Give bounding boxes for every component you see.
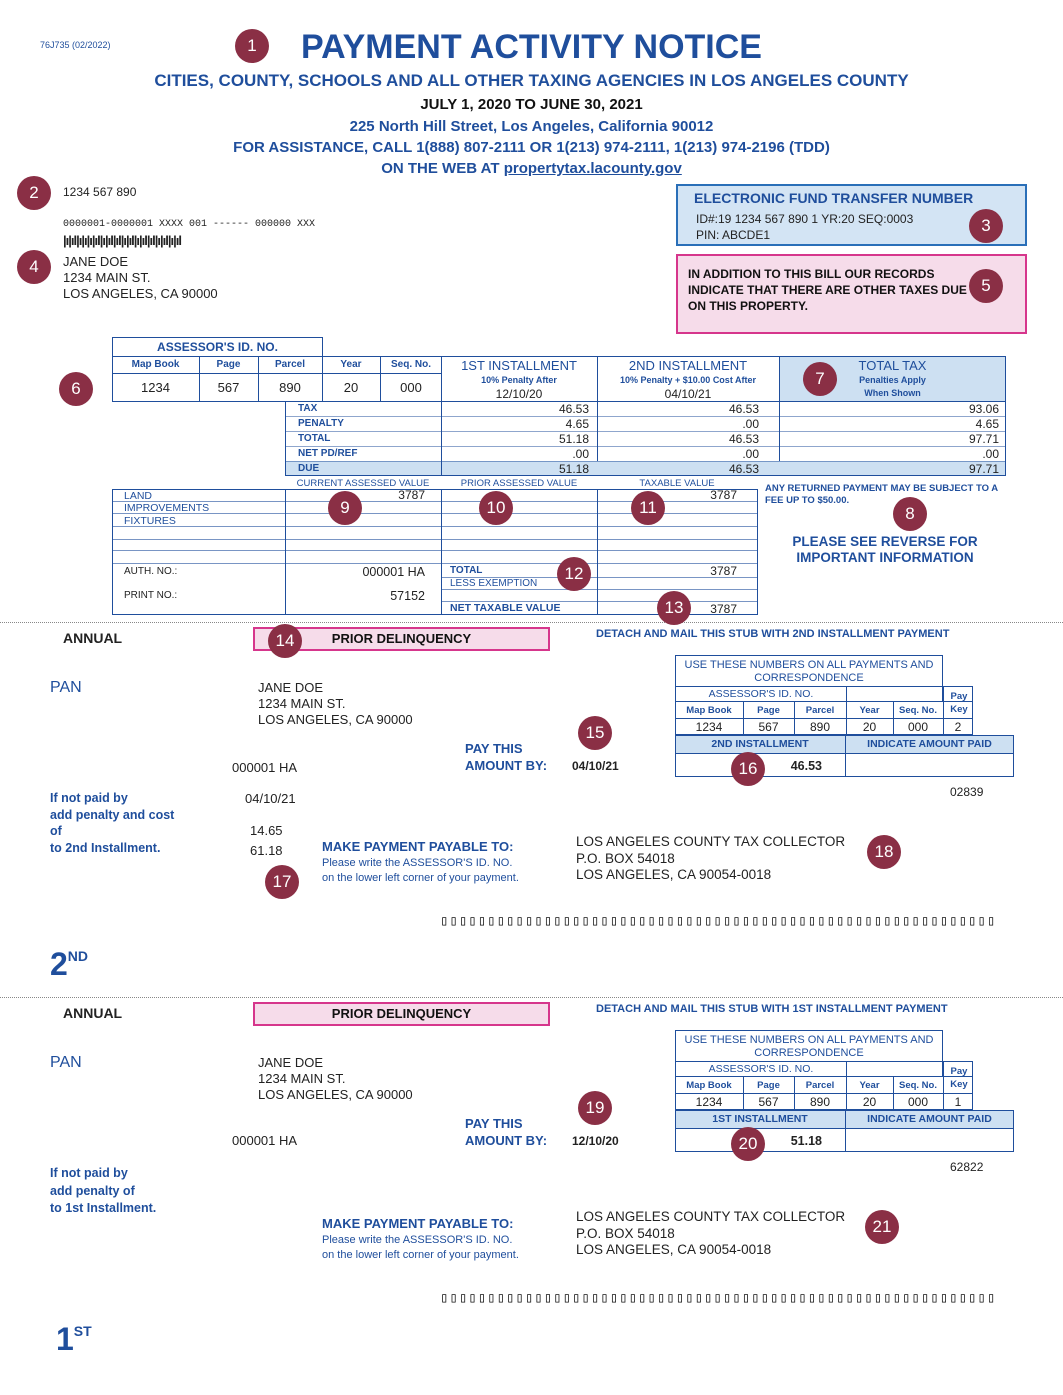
stub2-scanline: ▯▯▯▯▯▯▯▯▯▯▯▯▯▯▯▯▯▯▯▯▯▯▯▯▯▯▯▯▯▯▯▯▯▯▯▯▯▯▯▯▯▯▯▯▯▯▯▯▯▯▯▯▯▯▯▯▯▯▯ — [440, 913, 997, 929]
print-value: 57152 — [390, 589, 425, 603]
owner-name: JANE DOE — [63, 254, 129, 269]
total-tax-note2: When Shown — [864, 388, 921, 398]
stub2-collector-city: LOS ANGELES, CA 90054-0018 — [576, 867, 772, 882]
callout-badge-12: 12 — [557, 557, 591, 591]
assessor-header-parcel: Parcel — [274, 359, 306, 370]
stub1-parcel: 890 — [809, 1095, 831, 1109]
stub2-use-numbers: USE THESE NUMBERS ON ALL PAYMENTS AND CORRESPONDENCE — [684, 659, 934, 684]
stub1-assessor-title-box — [675, 1061, 943, 1077]
stub2-np-line4: to 2nd Installment. — [50, 840, 161, 855]
stub2-np-penalty: 14.65 — [250, 823, 283, 838]
assessor-header-page: Page — [216, 359, 241, 370]
stub2-page: 567 — [758, 720, 779, 734]
callout-badge-6: 6 — [59, 372, 93, 406]
stub2-annual: ANNUAL — [63, 630, 123, 646]
stub1-h-paykey: Pay Key — [950, 1066, 968, 1090]
second-installment-date: 04/10/21 — [664, 387, 712, 401]
due-row-first: 51.18 — [558, 462, 589, 476]
callout-badge-16: 16 — [731, 752, 765, 786]
stub1-np-line3: to 1st Installment. — [50, 1201, 157, 1215]
land-current-value: 3787 — [398, 488, 425, 502]
owner-street: 1234 MAIN ST. — [63, 270, 151, 285]
tax-row-second: 46.53 — [728, 402, 759, 416]
stub1-auth: 000001 HA — [232, 1133, 298, 1148]
tear-line-2nd — [0, 622, 1063, 623]
tax-row-label: TAX — [298, 403, 318, 414]
stub1-collector-box: P.O. BOX 54018 — [576, 1225, 675, 1241]
current-assessed-header: CURRENT ASSESSED VALUE — [296, 478, 430, 489]
stub1-payable-note2: on the lower left corner of your payment. — [322, 1249, 519, 1261]
stub2-amount-paid-field[interactable] — [846, 754, 1013, 776]
penalty-row-second: .00 — [742, 417, 759, 431]
callout-badge-5: 5 — [969, 269, 1003, 303]
eft-id: ID#:19 1234 567 890 1 YR:20 SEQ:0003 — [696, 212, 914, 226]
assessor-header-mapbook: Map Book — [131, 359, 180, 370]
stub1-seq: 000 — [907, 1095, 929, 1109]
land-label: LAND — [124, 490, 153, 502]
stub1-if-not-paid — [50, 1165, 156, 1218]
web-link[interactable]: propertytax.lacounty.gov — [503, 160, 682, 177]
stub2-assessor-title-box — [675, 686, 943, 702]
stub2-np-line3: of — [50, 824, 62, 838]
stub2-np-date: 04/10/21 — [245, 791, 296, 806]
stub2-auth: 000001 HA — [232, 760, 298, 775]
header-address: 225 North Hill Street, Los Angeles, California 90012 — [349, 118, 714, 135]
auth-value: 000001 HA — [362, 565, 425, 579]
stub1-inst-label: 1ST INSTALLMENT — [712, 1113, 808, 1125]
total-value: 3787 — [710, 564, 737, 578]
stub2-np-line1: If not paid by — [50, 791, 128, 805]
header-period: JULY 1, 2020 TO JUNE 30, 2021 — [420, 96, 643, 113]
assessor-header-year: Year — [340, 359, 362, 370]
assessor-parcel: 890 — [279, 380, 301, 395]
land-taxable-value: 3787 — [710, 488, 737, 502]
stub2-detach: DETACH AND MAIL THIS STUB WITH 2ND INSTALLMENT PAYMENT — [596, 628, 950, 640]
header-subtitle: CITIES, COUNTY, SCHOOLS AND ALL OTHER TAXING AGENCIES IN LOS ANGELES COUNTY — [154, 71, 909, 90]
stub2-use-numbers-box — [675, 655, 943, 687]
stub1-np-line2: add penalty of — [50, 1183, 135, 1198]
callout-badge-15: 15 — [578, 716, 612, 750]
stub1-page: 567 — [758, 1095, 779, 1109]
stub2-collector-name: LOS ANGELES COUNTY TAX COLLECTOR — [576, 834, 846, 849]
stub1-payable-note1: Please write the ASSESSOR'S ID. NO. — [322, 1234, 513, 1246]
stub2-indicate-label: INDICATE AMOUNT PAID — [867, 738, 992, 750]
stub2-paykey: 2 — [954, 720, 962, 734]
fixtures-label: FIXTURES — [124, 515, 176, 527]
stub2-h-paykey: Pay Key — [950, 691, 968, 715]
stub2-due-date: 04/10/21 — [572, 759, 619, 773]
assessor-header-seq: Seq. No. — [390, 359, 431, 370]
total-tax-note1: Penalties Apply — [859, 375, 926, 385]
due-row-label: DUE — [298, 463, 320, 474]
due-row-total: 97.71 — [968, 462, 999, 476]
stub1-owner-city: LOS ANGELES, CA 90000 — [258, 1087, 413, 1102]
improvements-label: IMPROVEMENTS — [124, 502, 210, 514]
stub2-payable-note2: on the lower left corner of your payment. — [322, 872, 519, 884]
stub1-detach: DETACH AND MAIL THIS STUB WITH 1ST INSTALLMENT PAYMENT — [596, 1003, 948, 1015]
stub2-ordinal — [50, 946, 88, 983]
penalty-row-first: 4.65 — [565, 417, 589, 431]
stub1-use-numbers-box — [675, 1030, 943, 1062]
stub2-owner-name: JANE DOE — [258, 680, 324, 695]
stub1-np-line1: If not paid by — [50, 1166, 128, 1180]
stub1-ordinal-num: 1 — [56, 1321, 74, 1357]
stub2-seq: 000 — [907, 720, 929, 734]
second-installment-note: 10% Penalty + $10.00 Cost After — [620, 375, 756, 385]
second-installment-title: 2ND INSTALLMENT — [628, 358, 748, 373]
page-title: PAYMENT ACTIVITY NOTICE — [301, 28, 762, 66]
stub2-assessor-title: ASSESSOR'S ID. NO. — [708, 688, 814, 700]
total-row-label: TOTAL — [298, 433, 331, 444]
stub1-h-mapbook: Map Book — [686, 1080, 732, 1091]
stub2-owner-city: LOS ANGELES, CA 90000 — [258, 712, 413, 727]
stub1-pay-this: PAY THIS — [465, 1116, 523, 1131]
callout-badge-9: 9 — [328, 491, 362, 525]
stub1-indicate-label: INDICATE AMOUNT PAID — [867, 1113, 992, 1125]
stub2-np-total: 61.18 — [250, 843, 283, 858]
netpd-row-second: .00 — [742, 447, 759, 461]
stub2-if-not-paid — [50, 790, 174, 856]
net-taxable-label: NET TAXABLE VALUE — [450, 602, 561, 614]
stub1-pan: PAN — [50, 1054, 82, 1071]
header-web — [0, 160, 1063, 177]
stub1-scanline: ▯▯▯▯▯▯▯▯▯▯▯▯▯▯▯▯▯▯▯▯▯▯▯▯▯▯▯▯▯▯▯▯▯▯▯▯▯▯▯▯▯▯▯▯▯▯▯▯▯▯▯▯▯▯▯▯▯▯▯ — [440, 1290, 997, 1306]
account-number: 1234 567 890 — [63, 185, 137, 199]
netpd-row-label: NET PD/REF — [298, 448, 358, 459]
callout-badge-2: 2 — [17, 176, 51, 210]
stub1-mapbook: 1234 — [695, 1095, 723, 1109]
stub1-paykey: 1 — [954, 1095, 962, 1109]
prior-assessed-header: PRIOR ASSESSED VALUE — [460, 478, 578, 489]
stub1-h-page: Page — [757, 1080, 780, 1091]
assessor-year: 20 — [343, 380, 359, 395]
stub1-collector-city: LOS ANGELES, CA 90054-0018 — [576, 1242, 772, 1257]
returned-payment-note: ANY RETURNED PAYMENT MAY BE SUBJECT TO A FEE UP TO $50.00. — [765, 483, 998, 506]
assessor-title: ASSESSOR'S ID. NO. — [157, 340, 278, 354]
stub2-collector-box: P.O. BOX 54018 — [576, 850, 675, 866]
netpd-row-total: .00 — [982, 447, 999, 461]
stub1-amount: 51.18 — [790, 1134, 822, 1148]
first-installment-date: 12/10/20 — [495, 387, 543, 401]
mail-code: 0000001-0000001 XXXX 001 ------ 000000 XXX — [63, 219, 316, 230]
other-taxes-notice: IN ADDITION TO THIS BILL OUR RECORDS INDICATE THAT THERE ARE OTHER TAXES DUE ON THIS PROPERTY. — [688, 267, 967, 313]
callout-badge-21: 21 — [865, 1210, 899, 1244]
first-installment-title: 1ST INSTALLMENT — [461, 358, 577, 373]
due-row-second: 46.53 — [728, 462, 759, 476]
callout-badge-11: 11 — [631, 491, 665, 525]
print-label: PRINT NO.: — [124, 590, 178, 601]
penalty-row-total: 4.65 — [975, 417, 999, 431]
stub2-collector — [576, 834, 845, 884]
stub1-due-date: 12/10/20 — [572, 1134, 619, 1148]
stub2-pay-this: PAY THIS — [465, 741, 523, 756]
callout-badge-3: 3 — [969, 209, 1003, 243]
stub1-year: 20 — [862, 1095, 877, 1109]
stub1-owner — [258, 1055, 413, 1103]
callout-badge-7: 7 — [803, 362, 837, 396]
callout-badge-20: 20 — [731, 1127, 765, 1161]
stub2-inst-label: 2ND INSTALLMENT — [711, 738, 809, 750]
stub1-owner-street: 1234 MAIN ST. — [258, 1071, 346, 1086]
stub2-payable-title: MAKE PAYMENT PAYABLE TO: — [322, 839, 514, 854]
stub1-payable-title: MAKE PAYMENT PAYABLE TO: — [322, 1216, 514, 1231]
stub1-delinquency-box — [253, 1002, 550, 1026]
auth-label: AUTH. NO.: — [124, 566, 178, 577]
stub2-h-mapbook: Map Book — [686, 705, 732, 716]
stub2-h-page: Page — [757, 705, 780, 716]
stub2-h-year: Year — [859, 705, 880, 716]
stub2-parcel: 890 — [809, 720, 831, 734]
stub1-h-seq: Seq. No. — [898, 1080, 937, 1091]
stub2-owner-street: 1234 MAIN ST. — [258, 696, 346, 711]
less-exemption-label: LESS EXEMPTION — [450, 578, 538, 589]
assessor-title-cell — [112, 337, 323, 357]
assessor-mapbook: 1234 — [141, 380, 170, 395]
stub2-code: 02839 — [950, 785, 984, 799]
stub1-amount-by: AMOUNT BY: — [465, 1133, 548, 1148]
owner-city: LOS ANGELES, CA 90000 — [63, 286, 218, 301]
stub2-h-seq: Seq. No. — [898, 705, 937, 716]
stub1-collector-name: LOS ANGELES COUNTY TAX COLLECTOR — [576, 1209, 846, 1224]
penalty-row-label: PENALTY — [298, 418, 344, 429]
assessor-page: 567 — [217, 380, 240, 395]
callout-badge-13: 13 — [657, 591, 691, 625]
total-value-label: TOTAL — [450, 565, 483, 576]
stub2-owner — [258, 680, 413, 728]
stub2-amount: 46.53 — [790, 759, 822, 773]
stub1-collector — [576, 1209, 845, 1259]
tax-row-total: 93.06 — [968, 402, 999, 416]
stub1-amount-paid-field[interactable] — [846, 1129, 1013, 1151]
callout-badge-19: 19 — [578, 1091, 612, 1125]
first-installment-note: 10% Penalty After — [481, 375, 557, 385]
eft-pin: PIN: ABCDE1 — [696, 228, 771, 242]
tax-row-first: 46.53 — [558, 402, 589, 416]
stub1-ordinal-sup: ST — [73, 1323, 92, 1339]
stub1-ordinal — [56, 1321, 92, 1358]
stub2-year: 20 — [862, 720, 877, 734]
netpd-row-first: .00 — [572, 447, 589, 461]
postal-barcode: |ı|ıl|ı|ı|ı|ıl|ı|ıl|ıl|ı|ıl|ı|ıl|ıl|ı|ıl|ı|ıl — [63, 233, 181, 248]
tear-line-1st — [0, 997, 1063, 998]
stub2-mapbook: 1234 — [695, 720, 723, 734]
stub1-annual: ANNUAL — [63, 1005, 123, 1021]
stub1-delinquency: PRIOR DELINQUENCY — [331, 1006, 472, 1021]
callout-badge-4: 4 — [17, 250, 51, 284]
net-taxable-value: 3787 — [710, 602, 737, 616]
total-row-total: 97.71 — [968, 432, 999, 446]
assessor-seq: 000 — [400, 380, 422, 395]
callout-badge-1: 1 — [235, 29, 269, 63]
callout-badge-17: 17 — [265, 865, 299, 899]
stub1-code: 62822 — [950, 1160, 984, 1174]
stub2-amount-by: AMOUNT BY: — [465, 758, 548, 773]
form-code: 76J735 (02/2022) — [40, 40, 111, 50]
stub1-assessor-title: ASSESSOR'S ID. NO. — [708, 1063, 814, 1075]
callout-badge-10: 10 — [479, 491, 513, 525]
stub1-h-parcel: Parcel — [805, 1080, 835, 1091]
taxable-value-header: TAXABLE VALUE — [639, 478, 715, 489]
stub2-payable-note1: Please write the ASSESSOR'S ID. NO. — [322, 857, 513, 869]
stub1-h-year: Year — [859, 1080, 880, 1091]
stub2-pan: PAN — [50, 679, 82, 696]
web-prefix: ON THE WEB AT — [381, 160, 504, 177]
stub2-ordinal-num: 2 — [50, 946, 68, 982]
callout-badge-18: 18 — [867, 835, 901, 869]
header-assistance: FOR ASSISTANCE, CALL 1(888) 807-2111 OR 1(213) 974-2111, 1(213) 974-2196 (TDD) — [233, 139, 830, 156]
total-row-first: 51.18 — [558, 432, 589, 446]
stub2-h-parcel: Parcel — [805, 705, 835, 716]
total-row-second: 46.53 — [728, 432, 759, 446]
stub2-delinquency: PRIOR DELINQUENCY — [331, 631, 472, 646]
stub2-ordinal-sup: ND — [67, 948, 89, 964]
owner-address — [63, 254, 218, 302]
callout-badge-8: 8 — [893, 497, 927, 531]
stub1-owner-name: JANE DOE — [258, 1055, 324, 1070]
see-reverse-note: PLEASE SEE REVERSE FOR IMPORTANT INFORMATION — [792, 534, 978, 565]
stub1-use-numbers: USE THESE NUMBERS ON ALL PAYMENTS AND CORRESPONDENCE — [684, 1034, 934, 1059]
eft-title: ELECTRONIC FUND TRANSFER NUMBER — [694, 190, 974, 206]
callout-badge-14: 14 — [268, 624, 302, 658]
stub2-np-line2: add penalty and cost — [50, 807, 175, 822]
total-tax-title: TOTAL TAX — [858, 358, 927, 373]
